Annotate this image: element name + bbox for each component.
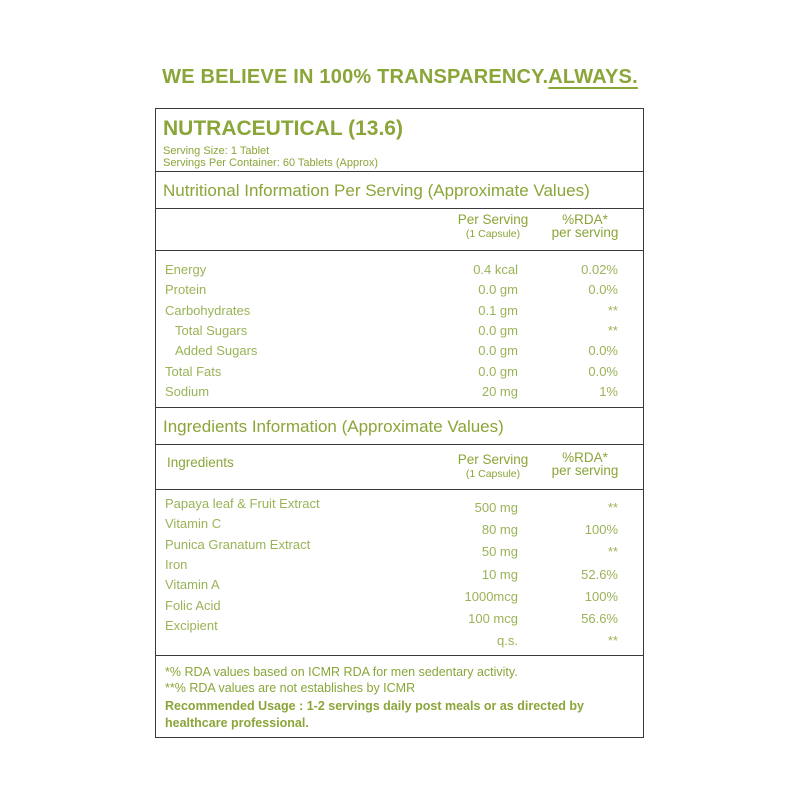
nutrition-row-rda: **	[607, 302, 618, 318]
nutrition-row-rda: **	[607, 322, 618, 338]
nutrition-row-rda: 1%	[599, 383, 618, 399]
nutrition-row-label: Total Fats	[165, 363, 222, 379]
nutrition-row-rda: 0.02%	[581, 262, 618, 277]
divider	[156, 655, 643, 656]
divider	[156, 208, 643, 209]
nutrition-row-serving: 0.1 gm	[478, 302, 518, 318]
ingredient-name: Vitamin A	[165, 577, 220, 593]
ingredient-serving: 100 mcg	[468, 611, 518, 626]
headline-main: WE BELIEVE IN 100% TRANSPARENCY.	[162, 66, 549, 88]
ingredient-name: Excipient	[165, 617, 218, 633]
ingredients-col-rda	[536, 451, 634, 477]
nutrition-row-rda: 0.0%	[588, 343, 618, 359]
footnote-rda: *% RDA values based on ICMR RDA for men sedentary activity.	[165, 665, 518, 679]
ingredient-serving: 50 mg	[481, 544, 518, 560]
ingredient-serving: 500 mg	[474, 500, 518, 515]
ingredient-serving: q.s.	[497, 633, 518, 649]
ingredient-rda: 52.6%	[581, 566, 618, 582]
headline-emphasis: ALWAYS.	[548, 66, 638, 88]
ingredients-col-serving-label: Per Serving	[457, 452, 529, 467]
ingredient-serving: 1000mcg	[464, 588, 518, 604]
ingredient-name: Punica Granatum Extract	[165, 536, 311, 552]
nutrition-row-label: Total Sugars	[175, 322, 248, 338]
ingredient-rda: 100%	[584, 522, 618, 538]
ingredient-name: Vitamin C	[165, 516, 222, 532]
nutrition-col-serving-label: Per Serving	[457, 212, 529, 227]
ingredients-col-serving-sub: (1 Capsule)	[465, 468, 521, 480]
nutrition-row-serving: 0.4 kcal	[473, 262, 518, 277]
headline	[0, 66, 800, 89]
ingredient-name: Iron	[165, 556, 188, 572]
ingredient-rda: 100%	[584, 588, 618, 604]
serving-size: Serving Size: 1 Tablet	[163, 145, 270, 157]
nutrition-label-panel	[155, 108, 644, 738]
servings-per-container: Servings Per Container: 60 Tablets (Approx)	[163, 157, 379, 169]
nutrition-row-label: Protein	[165, 282, 207, 298]
footnote-not-established: **% RDA values are not establishes by ICMR	[165, 681, 416, 695]
divider	[156, 489, 643, 490]
nutrition-col-rda	[536, 213, 634, 239]
ingredients-heading: Ingredients Information (Approximate Values)	[163, 417, 504, 436]
ingredients-col-name: Ingredients	[167, 455, 234, 470]
ingredient-rda: **	[607, 500, 618, 515]
nutrition-heading: Nutritional Information Per Serving (Approximate Values)	[163, 181, 590, 200]
nutrition-col-serving-sub: (1 Capsule)	[465, 228, 521, 240]
ingredient-serving: 10 mg	[481, 566, 518, 582]
nutrition-row-label: Energy	[165, 262, 207, 277]
ingredient-rda: **	[607, 544, 618, 560]
ingredient-name: Papaya leaf & Fruit Extract	[165, 496, 320, 511]
nutrition-row-rda: 0.0%	[588, 363, 618, 379]
nutrition-row-serving: 0.0 gm	[478, 343, 518, 359]
nutrition-col-serving	[444, 213, 542, 241]
recommended-usage: Recommended Usage : 1-2 servings daily post meals or as directed by healthcare professional.	[165, 699, 584, 730]
nutrition-row-serving: 0.0 gm	[478, 282, 518, 298]
divider	[156, 407, 643, 408]
nutrition-row-serving: 0.0 gm	[478, 322, 518, 338]
ingredients-col-rda-label: %RDA*	[562, 450, 608, 465]
nutrition-row-rda: 0.0%	[588, 282, 618, 298]
divider	[156, 171, 643, 172]
divider	[156, 250, 643, 251]
ingredients-col-rda-sub: per serving	[551, 463, 619, 478]
divider	[156, 444, 643, 445]
nutrition-row-label: Sodium	[165, 383, 210, 399]
ingredient-rda: **	[607, 633, 618, 649]
nutrition-row-label: Carbohydrates	[165, 302, 251, 318]
ingredient-name: Folic Acid	[165, 597, 221, 613]
nutrition-row-label: Added Sugars	[175, 343, 258, 359]
nutrition-row-serving: 0.0 gm	[478, 363, 518, 379]
product-title: NUTRACEUTICAL (13.6)	[163, 117, 403, 140]
ingredients-col-serving	[444, 453, 542, 481]
nutrition-col-rda-label: %RDA*	[562, 212, 608, 227]
ingredient-serving: 80 mg	[481, 522, 518, 538]
ingredient-rda: 56.6%	[581, 611, 618, 626]
nutrition-row-serving: 20 mg	[481, 383, 518, 399]
nutrition-col-rda-sub: per serving	[551, 225, 619, 240]
